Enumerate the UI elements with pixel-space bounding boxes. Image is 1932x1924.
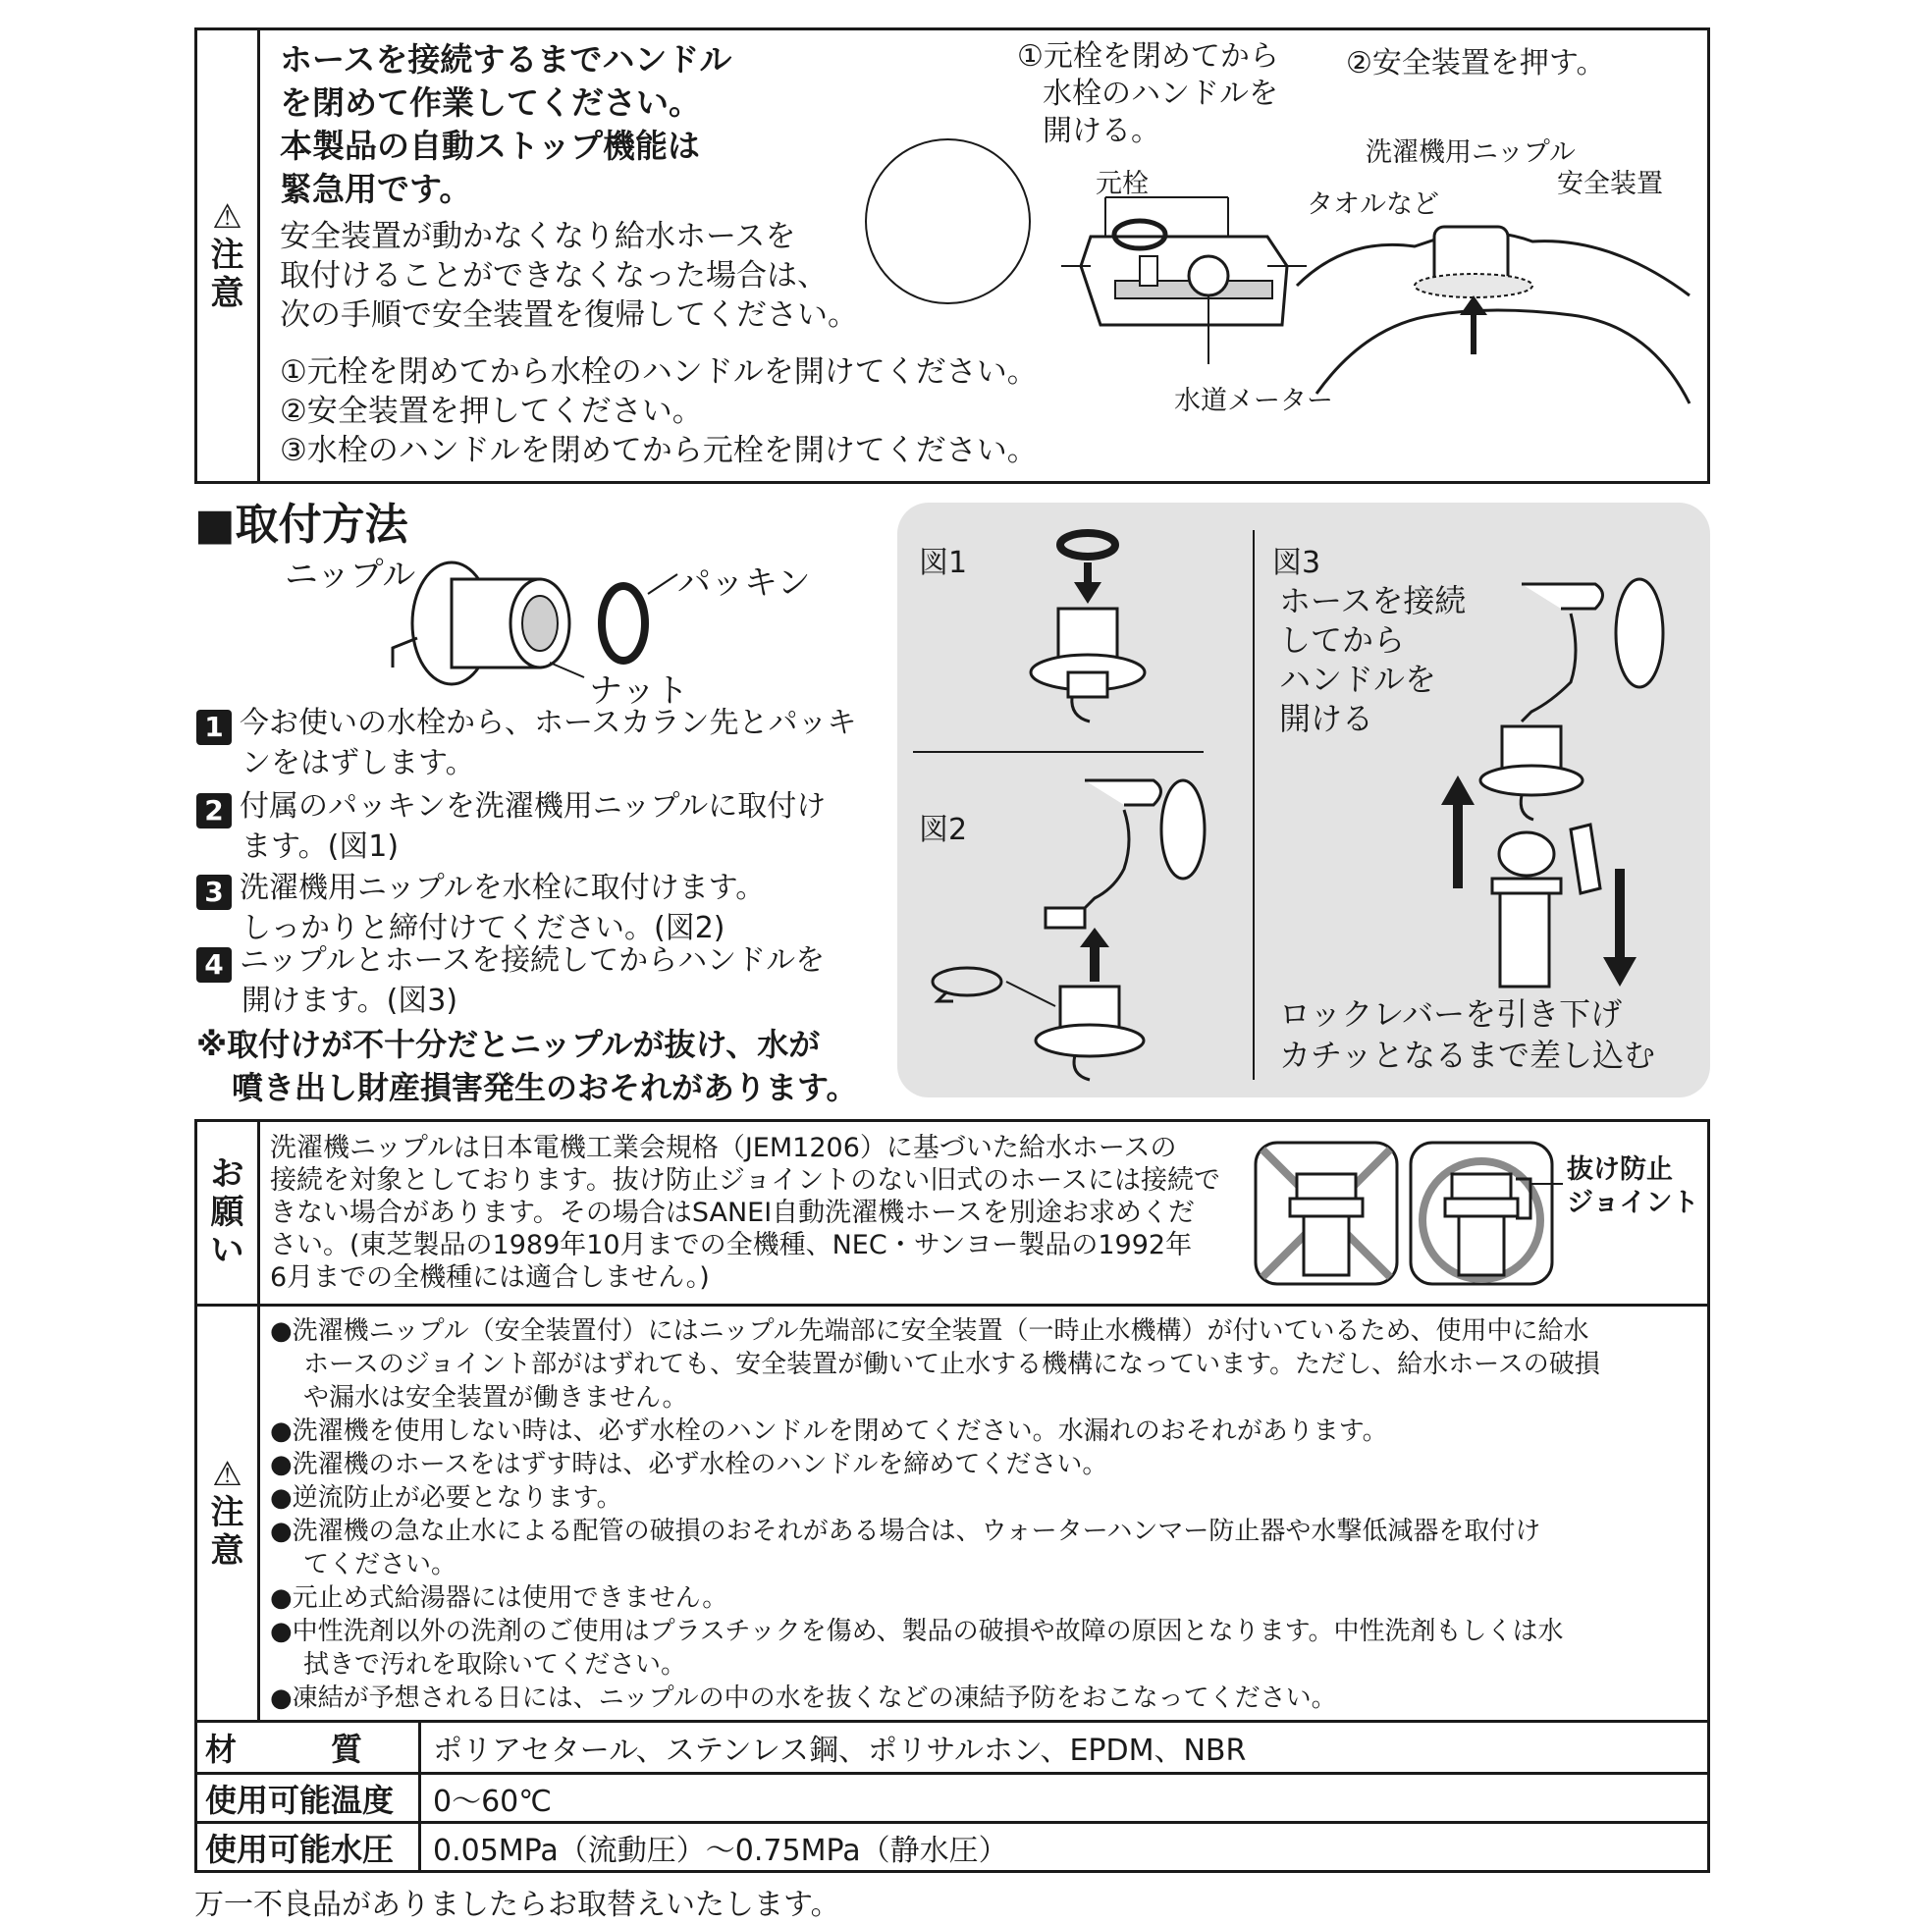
caution-bottom-bullets xyxy=(270,1314,1600,1715)
fig1-valve-label: 元栓 xyxy=(1096,169,1149,199)
step-number-4: 4 xyxy=(196,947,232,983)
nipple-parts-illustration xyxy=(373,550,687,697)
joint-label: 抜け防止 ジョイント xyxy=(1567,1154,1699,1218)
part-packing-label: パッキン xyxy=(677,563,811,603)
caution-bullet: ●中性洗剤以外の洗剤のご使用はプラスチックを傷め、製品の破損や故障の原因となります。中性洗剤もしくは水 拭きで汚れを取除いてください。 xyxy=(270,1617,1564,1680)
circle-mark xyxy=(865,138,1031,304)
install-heading: ■取付方法 xyxy=(194,500,408,550)
fig2-title: 図2 xyxy=(919,813,968,847)
hand-towel-illustration xyxy=(1287,207,1699,413)
install-step-1: 1 今お使いの水栓から、ホースカラン先とパッキ ンをはずします。 xyxy=(196,705,857,782)
install-step-2: 2 付属のパッキンを洗濯機用ニップルに取付け ます。(図1) xyxy=(196,788,826,866)
fig3-caption: ホースを接続 してから ハンドルを 開ける xyxy=(1279,582,1467,737)
fig-divider-horizontal xyxy=(913,751,1204,753)
step-number-1: 1 xyxy=(196,710,232,745)
specs-table xyxy=(194,1720,1710,1873)
fig3-hose-connect-illustration xyxy=(1423,574,1679,996)
meter-box-illustration xyxy=(1061,178,1316,374)
fig2-safety-label: 安全装置 xyxy=(1557,169,1663,199)
warning-icon: ⚠ xyxy=(212,1454,242,1494)
fig3-bottom-caption: ロックレバーを引き下げ カチッとなるまで差し込む xyxy=(1279,995,1656,1074)
caution-bullet: ●洗濯機を使用しない時は、必ず水栓のハンドルを閉めてください。水漏れのおそれがあります。 xyxy=(270,1416,1388,1446)
old-hose-crossed-icon xyxy=(1253,1140,1400,1287)
request-caution-box xyxy=(194,1119,1710,1723)
caution-bullet: ●逆流防止が必要となります。 xyxy=(270,1483,622,1513)
fig2-caption: ②安全装置を押す。 xyxy=(1346,46,1606,80)
caution-bullet: ●凍結が予想される日には、ニップルの中の水を抜くなどの凍結予防をおこなってください。 xyxy=(270,1684,1337,1713)
caution-top-body-text: 安全装置が動かなくなり給水ホースを 取付けることができなくなった場合は、 次の手順で安全装置を復帰してください。 xyxy=(280,219,858,333)
step-number-3: 3 xyxy=(196,875,232,910)
request-text: 洗濯機ニップルは日本電機工業会規格（JEM1206）に基づいた給水ホースの 接続を対象としております。抜け防止ジョイントのない旧式のホースには接続で きない場合があります。その場合はSANEI自動洗濯機ホースを別途お求めくだ さい。(東芝製品の1989年10月までの全機種、NEC・サンヨー製品の1992年 6月までの全機種には適合しません。) xyxy=(270,1133,1220,1293)
caution-top-box xyxy=(194,27,1710,484)
install-step-3: 3 洗濯機用ニップルを水栓に取付けます。 しっかりと締付けてください。(図2) xyxy=(196,870,765,947)
install-step-4: 4 ニップルとホースを接続してからハンドルを 開けます。(図3) xyxy=(196,942,825,1020)
step-number-2: 2 xyxy=(196,793,232,828)
request-divider xyxy=(197,1304,1707,1307)
fig1-title: 図1 xyxy=(919,546,968,580)
part-nipple-label: ニップル xyxy=(285,556,416,595)
spec-row-material: 材 質 ポリアセタール、ステンレス鋼、ポリサルホン、EPDM、NBR xyxy=(197,1723,1707,1772)
new-hose-ok-icon xyxy=(1408,1140,1565,1287)
warning-icon: ⚠ xyxy=(212,196,242,237)
caution-bullet: ●洗濯機の急な止水による配管の破損のおそれがある場合は、ウォーターハンマー防止器や水撃低減器を取付け てください。 xyxy=(270,1517,1541,1579)
caution-top-steps: ①元栓を閉めてから水栓のハンドルを開けてください。 ②安全装置を押してください。 ③水栓のハンドルを閉めてから元栓を開けてください。 xyxy=(280,354,1038,468)
fig1-meter-label: 水道メーター xyxy=(1174,386,1333,416)
fig1-packing-illustration xyxy=(1011,525,1168,736)
caution-bottom-label: ⚠ 注 意 xyxy=(197,1307,260,1720)
part-nut-label: ナット xyxy=(589,671,689,711)
caution-bullet: ●元止め式給湯器には使用できません。 xyxy=(270,1583,728,1613)
spec-row-temperature: 使用可能温度 0〜60℃ xyxy=(197,1772,1707,1821)
caution-bullet: ●洗濯機ニップル（安全装置付）にはニップル先端部に安全装置（一時止水機構）が付いているため、使用中に給水 ホースのジョイント部がはずれても、安全装置が働いて止水する機構になっています。ただし、給水ホースの破損 や漏水は安全装置が働きません。 xyxy=(270,1316,1600,1413)
spec-row-pressure: 使用可能水圧 0.05MPa（流動圧）〜0.75MPa（静水圧） xyxy=(197,1821,1707,1870)
fig1-caption: ①元栓を閉めてから 水栓のハンドルを 開ける。 xyxy=(1017,39,1279,148)
request-label: お 願 い xyxy=(197,1122,260,1304)
fig-divider-vertical xyxy=(1253,530,1255,1080)
fig2-nipple-label: 洗濯機用ニップル xyxy=(1366,137,1576,168)
fig3-title: 図3 xyxy=(1272,546,1321,580)
caution-top-bold-text: ホースを接続するまでハンドル を閉めて作業してください。 本製品の自動ストップ機能は 緊急用です。 xyxy=(280,40,732,208)
fig2-faucet-illustration xyxy=(928,761,1222,1085)
caution-top-label: ⚠ 注 意 xyxy=(197,30,260,481)
footer-note: 万一不良品がありましたらお取替えいたします。 xyxy=(194,1888,840,1922)
install-warning: ※取付けが不十分だとニップルが抜け、水が 噴き出し財産損害発生のおそれがあります。 xyxy=(196,1026,858,1106)
caution-bullet: ●洗濯機のホースをはずす時は、必ず水栓のハンドルを締めてください。 xyxy=(270,1450,1108,1479)
fig2-towel-label: タオルなど xyxy=(1307,189,1439,220)
